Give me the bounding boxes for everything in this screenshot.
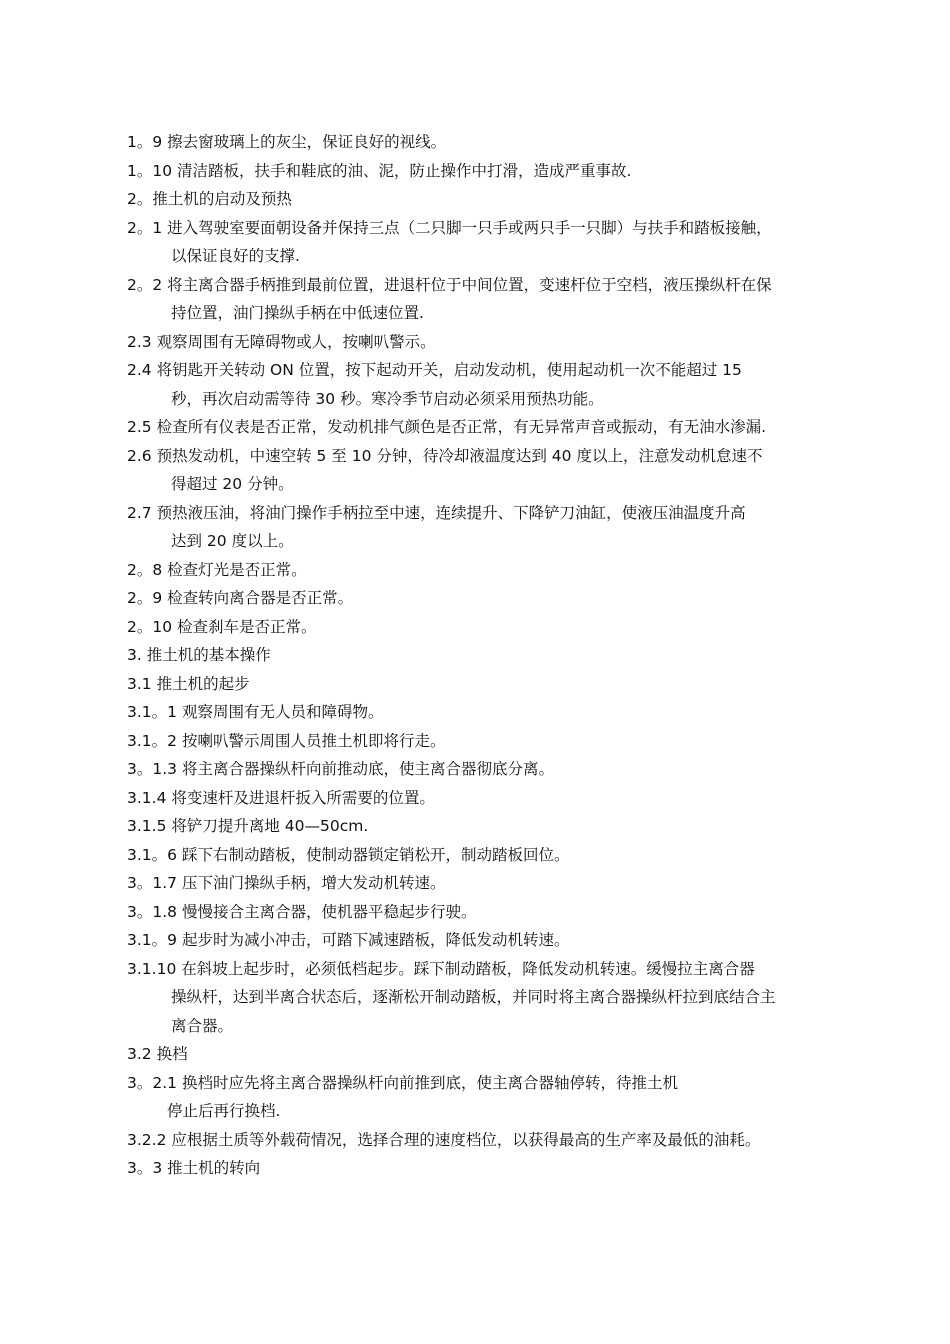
paragraph-3-2-2 [127, 1126, 837, 1155]
paragraph-3-1-10 [127, 955, 837, 1041]
paragraph-1-10 [127, 157, 837, 186]
paragraph-2-10 [127, 613, 837, 642]
subsection-heading-3-3 [127, 1154, 837, 1183]
paragraph-text: 2.3 观察周围有无障碍物或人，按喇叭警示。 [127, 332, 436, 351]
paragraph-text: 2.6 预热发动机，中速空转 5 至 10 分钟，待冷却液温度达到 40 度以上，注意发动机怠速不 [127, 446, 763, 465]
paragraph-2-6 [127, 442, 837, 499]
paragraph-3-1-1 [127, 698, 837, 727]
paragraph-2-9 [127, 584, 837, 613]
paragraph-3-1-3 [127, 755, 837, 784]
paragraph-1-9 [127, 128, 837, 157]
paragraph-text: 2。10 检查刹车是否正常。 [127, 617, 317, 636]
heading-text: 3。3 推土机的转向 [127, 1159, 261, 1177]
paragraph-3-1-4 [127, 784, 837, 813]
paragraph-continuation: 以保证良好的支撑. [171, 247, 300, 265]
paragraph-text: 3.1。2 按喇叭警示周围人员推土机即将行走。 [127, 731, 446, 750]
paragraph-2-3 [127, 328, 837, 357]
paragraph-text: 1。9 擦去窗玻璃上的灰尘，保证良好的视线。 [127, 133, 447, 151]
paragraph-text: 3.1。9 起步时为减小冲击，可踏下减速踏板，降低发动机转速。 [127, 931, 570, 949]
paragraph-2-7 [127, 499, 837, 556]
paragraph-continuation: 秒，再次启动需等待 30 秒。寒冷季节启动必须采用预热功能。 [171, 389, 604, 408]
paragraph-text: 2.7 预热液压油，将油门操作手柄拉至中速，连续提升、下降铲刀油缸，使液压油温度升高 [127, 503, 746, 522]
subsection-heading-3-2 [127, 1040, 837, 1069]
section-heading-2 [127, 185, 837, 214]
paragraph-text: 2.5 检查所有仪表是否正常，发动机排气颜色是否正常，有无异常声音或振动，有无油水渗漏. [127, 418, 767, 436]
heading-text: 2。推土机的启动及预热 [127, 190, 292, 208]
paragraph-text: 3.1.4 将变速杆及进退杆扳入所需要的位置。 [127, 788, 435, 807]
subsection-heading-3-1 [127, 670, 837, 699]
paragraph-text: 1。10 清洁踏板，扶手和鞋底的油、泥，防止操作中打滑，造成严重事故. [127, 161, 632, 180]
heading-text: 3.1 推土机的起步 [127, 674, 250, 693]
paragraph-text: 3。1.8 慢慢接合主离合器，使机器平稳起步行驶。 [127, 902, 477, 921]
paragraph-text: 3.1.5 将铲刀提升离地 40—50cm. [127, 817, 369, 835]
paragraph-text: 2。8 检查灯光是否正常。 [127, 560, 307, 579]
heading-text: 3. 推土机的基本操作 [127, 646, 271, 664]
paragraph-3-1-5 [127, 812, 837, 841]
paragraph-3-1-6 [127, 841, 837, 870]
paragraph-text: 2。1 进入驾驶室要面朝设备并保持三点（二只脚一只手或两只手一只脚）与扶手和踏板接触， [127, 218, 772, 237]
paragraph-continuation: 得超过 20 分钟。 [171, 475, 294, 493]
heading-text: 3.2 换档 [127, 1045, 188, 1063]
paragraph-3-2-1 [127, 1069, 837, 1126]
paragraph-text: 2。2 将主离合器手柄推到最前位置，进退杆位于中间位置，变速杆位于空档，液压操纵杆在保 [127, 275, 772, 294]
paragraph-text: 3.1.10 在斜坡上起步时，必须低档起步。踩下制动踏板，降低发动机转速。缓慢拉主离合器 [127, 959, 755, 978]
paragraph-text: 3.1。1 观察周围有无人员和障碍物。 [127, 703, 384, 721]
paragraph-3-1-7 [127, 869, 837, 898]
paragraph-text: 3。2.1 换档时应先将主离合器操纵杆向前推到底，使主离合器轴停转，待推土机 [127, 1073, 678, 1092]
paragraph-text: 2.4 将钥匙开关转动 ON 位置，按下起动开关，启动发动机，使用起动机一次不能超过 15 [127, 361, 742, 379]
paragraph-2-2 [127, 271, 837, 328]
paragraph-continuation: 离合器。 [171, 1016, 234, 1035]
paragraph-text: 3.1。6 踩下右制动踏板，使制动器锁定销松开，制动踏板回位。 [127, 845, 570, 864]
paragraph-continuation: 停止后再行换档. [167, 1102, 281, 1120]
document-body [127, 128, 837, 1183]
paragraph-3-1-8 [127, 898, 837, 927]
paragraph-3-1-2 [127, 727, 837, 756]
paragraph-text: 2。9 检查转向离合器是否正常。 [127, 589, 354, 607]
paragraph-2-8 [127, 556, 837, 585]
paragraph-text: 3.2.2 应根据土质等外载荷情况，选择合理的速度档位，以获得最高的生产率及最低的油耗。 [127, 1130, 761, 1149]
paragraph-3-1-9 [127, 926, 837, 955]
section-heading-3 [127, 641, 837, 670]
paragraph-2-4 [127, 356, 837, 413]
paragraph-continuation: 操纵杆，达到半离合状态后，逐渐松开制动踏板，并同时将主离合器操纵杆拉到底结合主 [171, 988, 776, 1006]
paragraph-2-1 [127, 214, 837, 271]
paragraph-continuation: 达到 20 度以上。 [171, 532, 294, 550]
paragraph-text: 3。1.3 将主离合器操纵杆向前推动底，使主离合器彻底分离。 [127, 760, 554, 778]
paragraph-text: 3。1.7 压下油门操纵手柄，增大发动机转速。 [127, 874, 446, 892]
paragraph-2-5 [127, 413, 837, 442]
paragraph-continuation: 持位置，油门操纵手柄在中低速位置. [171, 304, 424, 322]
